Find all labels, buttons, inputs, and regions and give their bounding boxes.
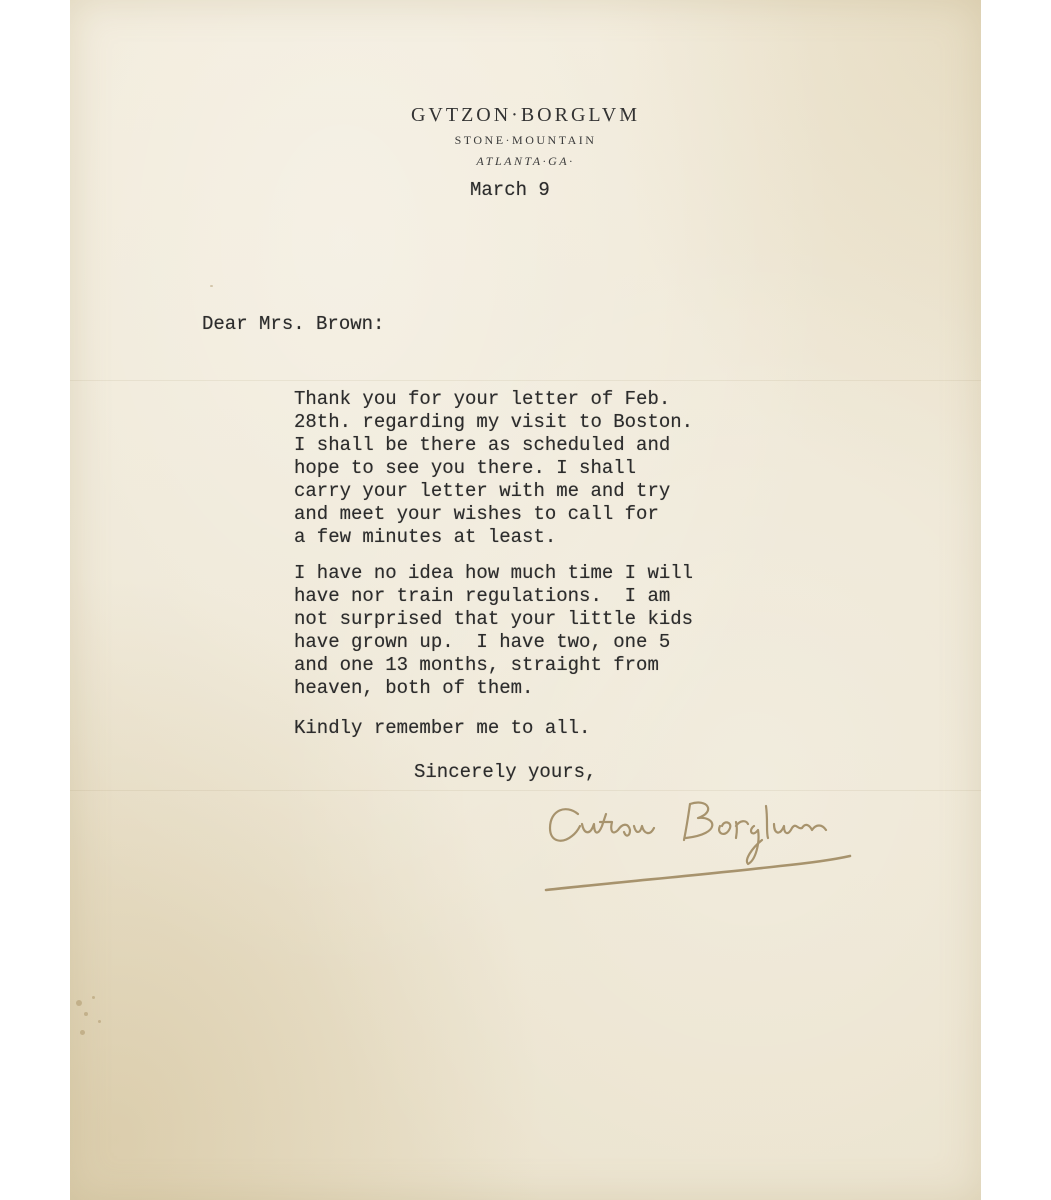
- letter-date: March 9: [470, 179, 550, 201]
- handwritten-signature: [540, 790, 900, 900]
- paper-stain: [80, 1030, 85, 1035]
- paper-stain: [98, 1020, 101, 1023]
- paper-stain: [84, 1012, 88, 1016]
- letterhead-city: ATLANTA·GA·: [476, 154, 575, 168]
- body-paragraph-3: Kindly remember me to all.: [294, 717, 591, 739]
- paper-fold: [70, 380, 981, 381]
- letter-page: [70, 0, 981, 1200]
- closing: Sincerely yours,: [414, 761, 597, 783]
- body-paragraph-1: Thank you for your letter of Feb. 28th. regarding my visit to Boston. I shall be there as scheduled and hope to see you there. I shall carry your letter with me and try and meet your wishes to call for a few minutes at least.: [294, 388, 694, 548]
- paper-stain: [92, 996, 95, 999]
- body-paragraph-2: I have no idea how much time I will have nor train regulations. I am not surprised that your little kids have grown up. I have two, one 5 and one 13 months, straight from heaven, both of them.: [294, 562, 694, 699]
- letterhead-name: GVTZON·BORGLVM: [410, 104, 641, 126]
- paper-stain: [76, 1000, 82, 1006]
- salutation: Dear Mrs. Brown:: [202, 313, 385, 335]
- paper-stain: [210, 285, 213, 287]
- letterhead-location: STONE·MOUNTAIN: [454, 133, 597, 147]
